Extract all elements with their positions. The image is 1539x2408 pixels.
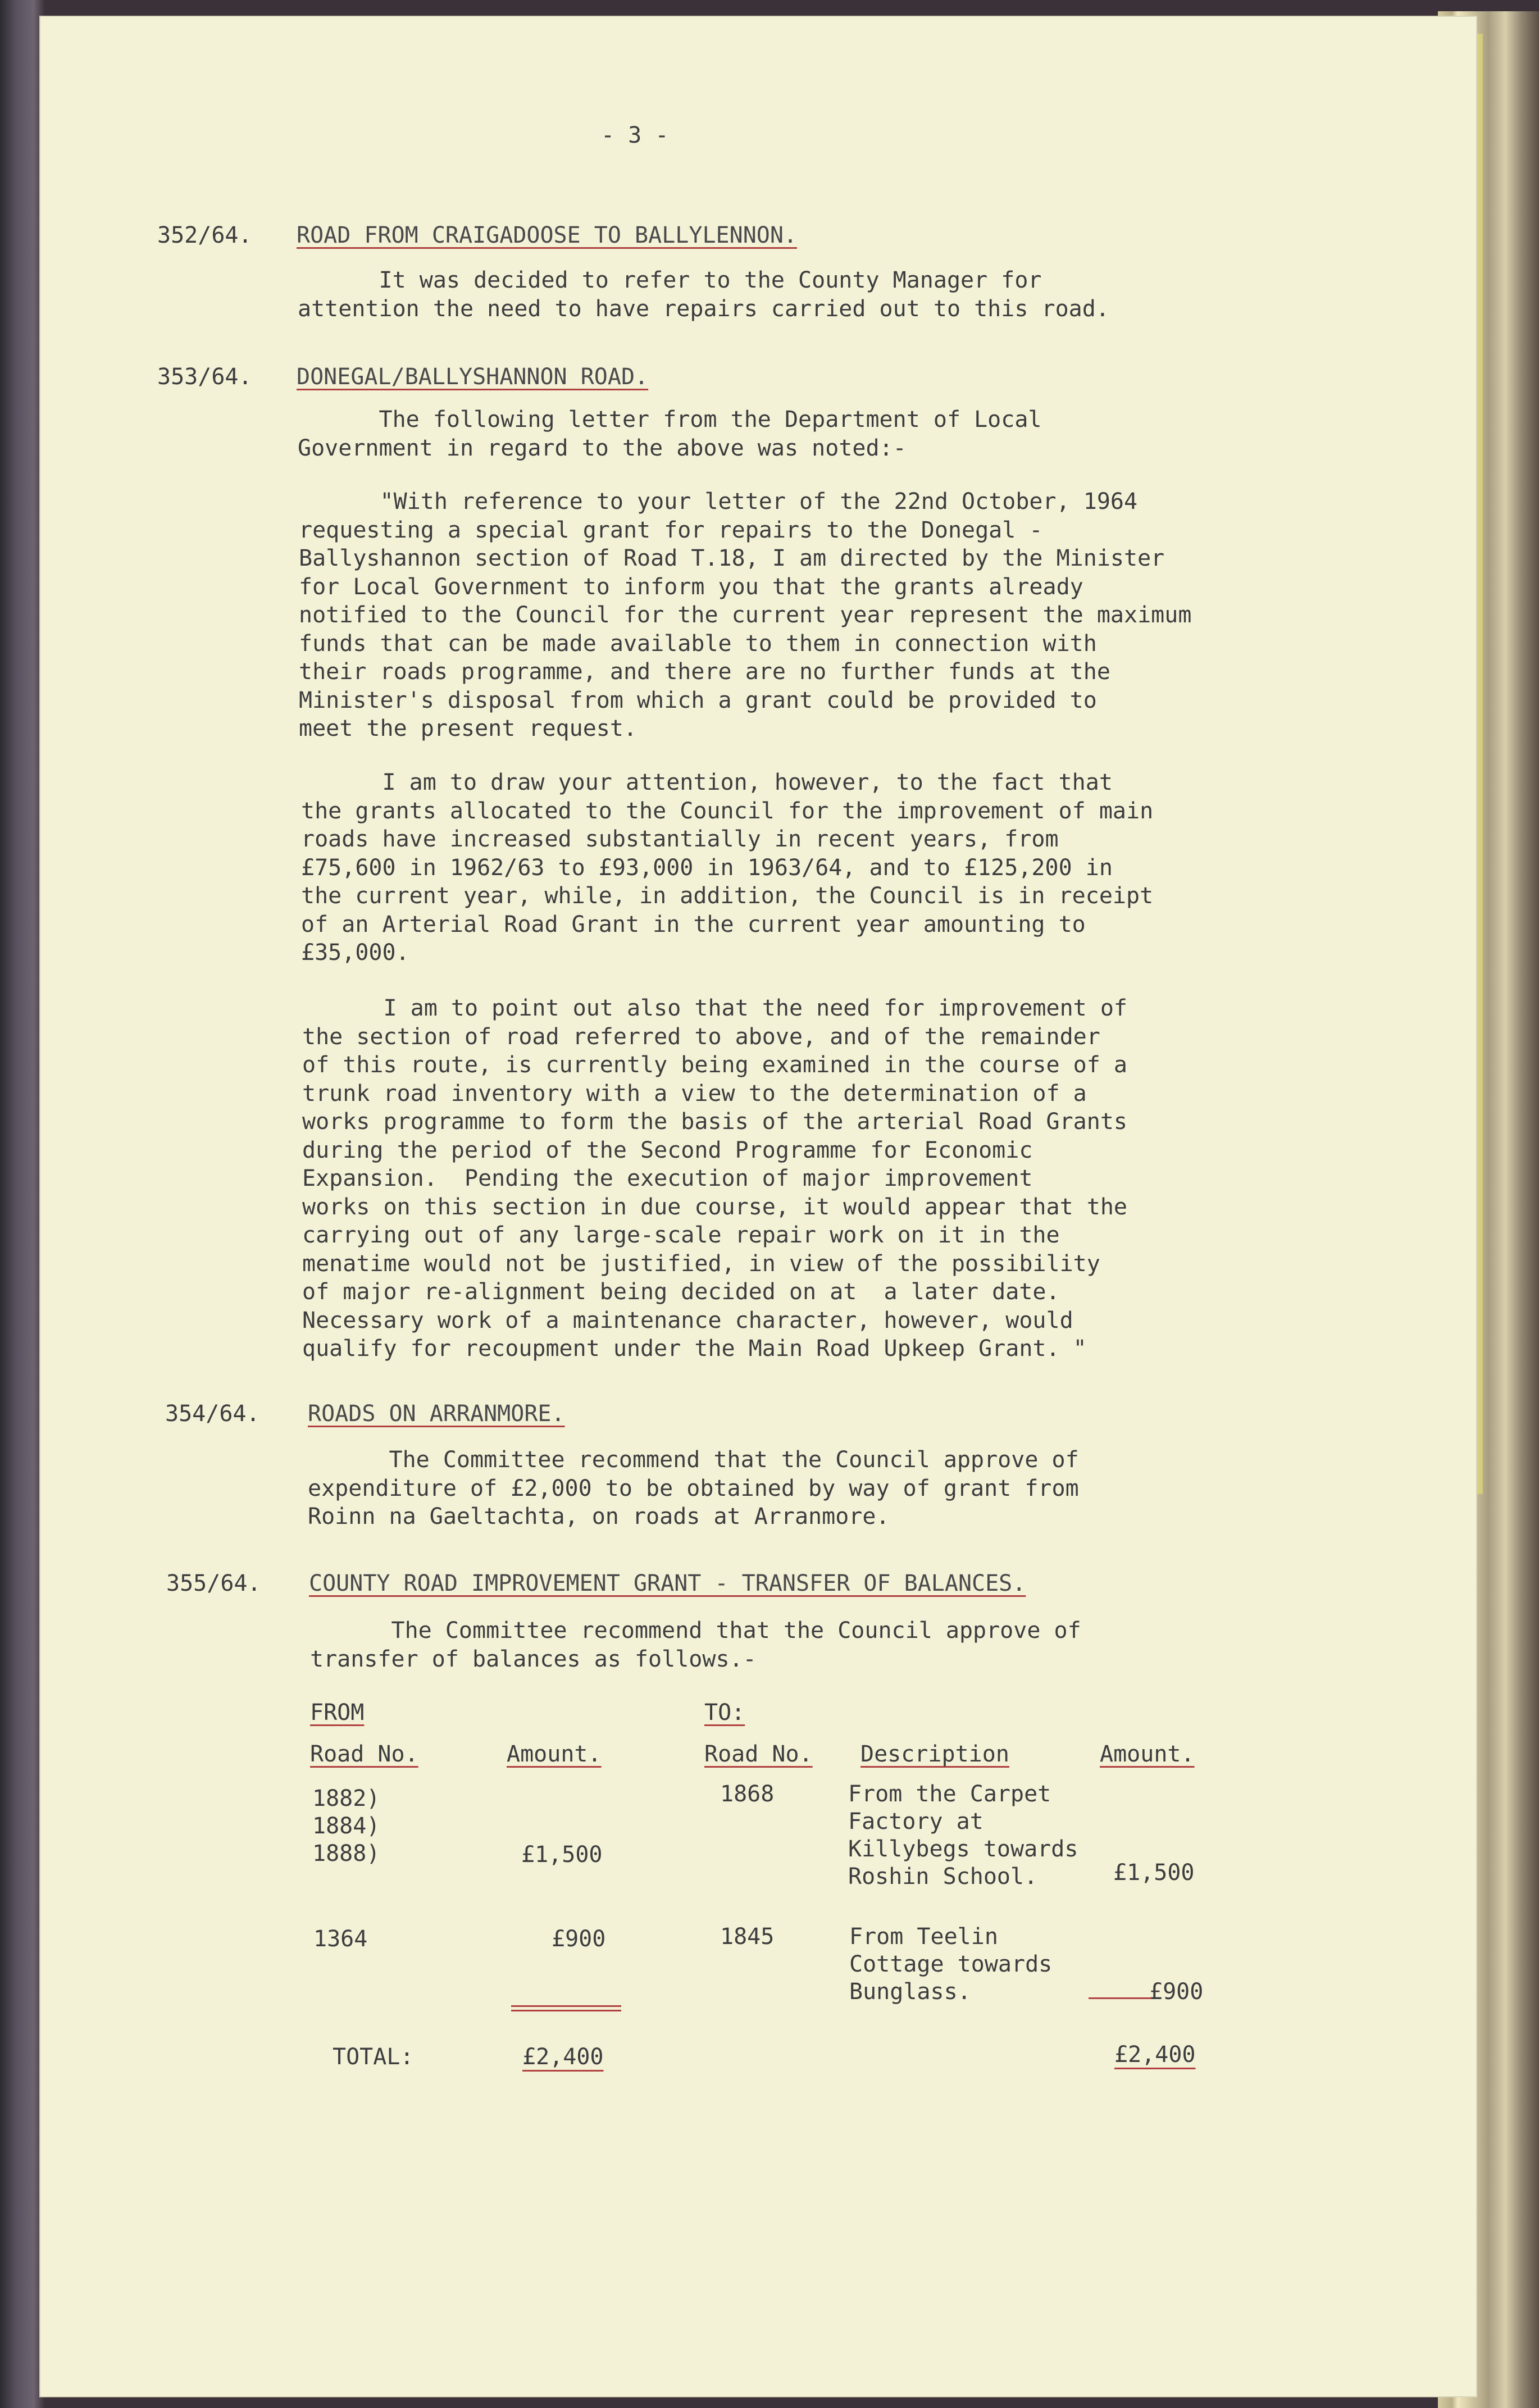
to-amount-rule xyxy=(1089,1997,1151,1999)
heading-352: ROAD FROM CRAIGADOOSE TO BALLYLENNON. xyxy=(297,222,798,248)
row2-to-road: 1845 xyxy=(720,1924,775,1950)
row1-to-amount: £1,500 xyxy=(1113,1860,1195,1886)
row1-to-road: 1868 xyxy=(720,1781,775,1807)
table-from-label: FROM xyxy=(310,1700,365,1726)
total-to-amount: £2,400 xyxy=(1114,2042,1196,2068)
paragraph-354-1: The Committee recommend that the Council approve of expenditure of £2,000 to be obtained by way of grant from Roinn na Gaeltachta, on roads at Arranmore. xyxy=(308,1447,1079,1530)
item-number-353: 353/64. xyxy=(157,364,252,390)
page-number: - 3 - xyxy=(601,122,669,148)
paragraph-352-1: It was decided to refer to the County Manager for attention the need to have repairs carried out to this road. xyxy=(298,267,1109,322)
item-number-354: 354/64. xyxy=(165,1401,260,1427)
item-number-355: 355/64. xyxy=(166,1571,261,1596)
paragraph-353-1: The following letter from the Department of Local Government in regard to the above was noted:- xyxy=(298,407,1042,461)
total-label: TOTAL: xyxy=(333,2044,414,2070)
header-to-amount: Amount. xyxy=(1100,1741,1195,1767)
row1-description: From the Carpet Factory at Killybegs towards Roshin School. xyxy=(848,1781,1078,1890)
header-to-road: Road No. xyxy=(704,1741,813,1767)
table-to-label: TO: xyxy=(704,1700,745,1726)
row1-from-amount: £1,500 xyxy=(521,1842,603,1868)
header-from-amount: Amount. xyxy=(507,1741,602,1767)
row2-description: From Teelin Cottage towards Bunglass. xyxy=(849,1924,1053,2005)
row1-from-road: 1882) 1884) 1888) xyxy=(312,1786,380,1867)
header-from-road: Road No. xyxy=(310,1741,418,1767)
document-page xyxy=(39,16,1477,2397)
heading-353: DONEGAL/BALLYSHANNON ROAD. xyxy=(297,364,649,390)
paragraph-355-1: The Committee recommend that the Council approve of transfer of balances as follows.- xyxy=(310,1618,1081,1672)
row2-from-amount: £900 xyxy=(552,1926,606,1952)
total-from-amount: £2,400 xyxy=(522,2044,604,2070)
paragraph-353-letter-1: "With reference to your letter of the 22nd October, 1964 requesting a special grant for repairs to the Donegal - Ballyshannon section of Road T.18, I am directed by the Minister for Local Government to inform you that the grants already notified to the Council for the current year represent the maximum funds that can be made available to them in connection with their roads programme, and there are no further funds at the Minister's disposal from which a grant could be provided to meet the present request. xyxy=(299,489,1192,741)
heading-354: ROADS ON ARRANMORE. xyxy=(308,1401,565,1427)
heading-355: COUNTY ROAD IMPROVEMENT GRANT - TRANSFER OF BALANCES. xyxy=(309,1571,1026,1596)
paragraph-353-letter-3: I am to point out also that the need for improvement of the section of road referred to above, and of the remainder of this route, is currently being examined in the course of a trunk road inventory with a view to the determination of a works programme to form the basis of the arterial Road Grants during the period of the Second Programme for Economic Expansion. Pending the execution of major improvement works on this section in due course, it would appear that the carrying out of any large-scale repair work on it in the menatime would not be justified, in view of the possibility of major re-alignment being decided on at a later date. Necessary work of a maintenance character, however, would qualify for recoupment under the Main Road Upkeep Grant. " xyxy=(302,995,1128,1362)
header-description: Description xyxy=(860,1741,1009,1767)
from-amount-rule xyxy=(511,2005,621,2011)
item-number-352: 352/64. xyxy=(157,222,252,248)
paragraph-353-letter-2: I am to draw your attention, however, to the fact that the grants allocated to the Council for the improvement of main roads have increased substantially in recent years, from £75,600 in 1962/63 to £93,000 in 1963/64, and to £125,200 in the current year, while, in addition, the Council is in receipt of an Arterial Road Grant in the current year amounting to £35,000. xyxy=(301,770,1154,966)
row2-from-road: 1364 xyxy=(313,1926,368,1952)
row2-to-amount: £900 xyxy=(1149,1979,1204,2005)
